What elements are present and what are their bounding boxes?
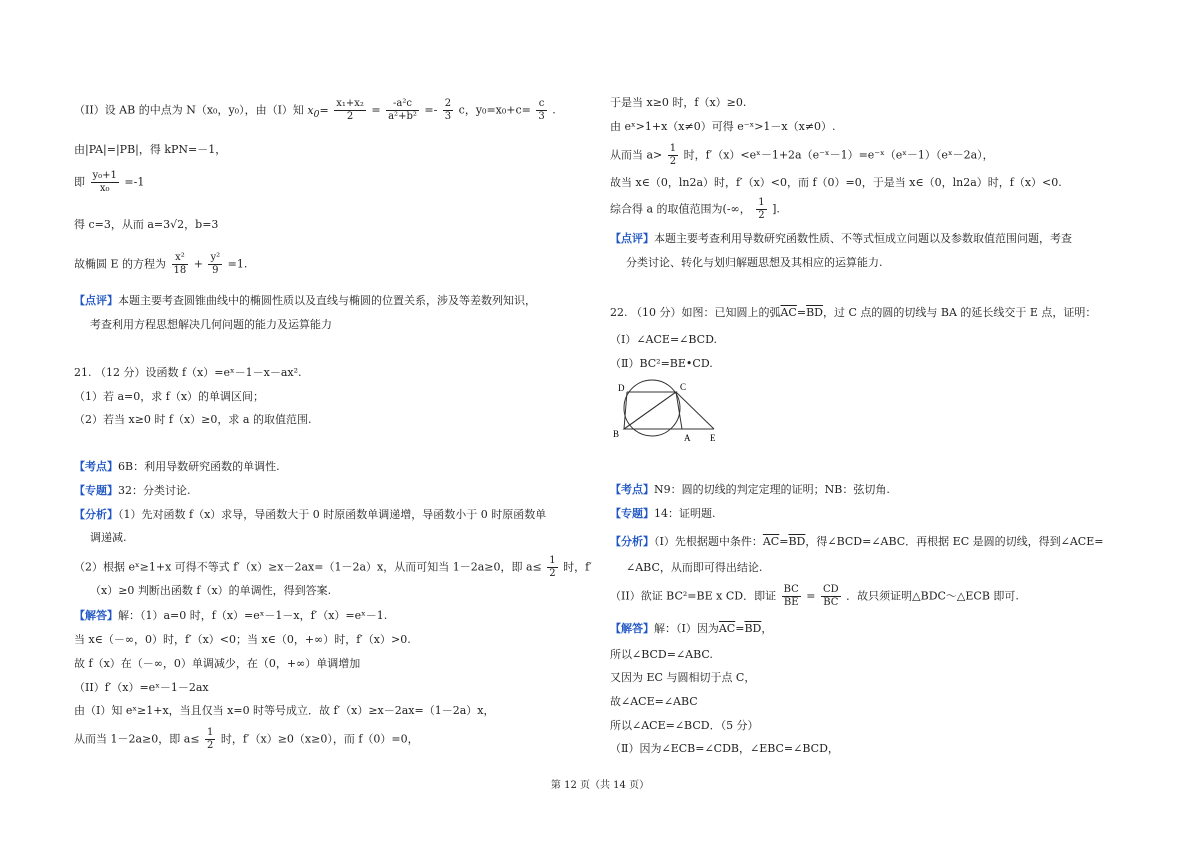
arc-bd: $\overline{BD}$ <box>806 306 823 319</box>
part2-setup-line <box>74 98 556 123</box>
fenxi-continuation: ∠ABC，从而即可得出结论. <box>626 561 763 574</box>
text: 故椭圆 E 的方程为 <box>74 257 167 271</box>
fenxi-continuation: 调递减. <box>90 531 127 544</box>
text: 时，f′（x）<eˣ－1+2a（e⁻ˣ－1）=e⁻ˣ（eˣ－1）（eˣ－2a）， <box>683 148 994 162</box>
text: ．故只须证明△BDC～△ECB 即可. <box>846 589 1019 603</box>
fraction <box>205 727 215 752</box>
frac-num: 1 <box>669 143 677 154</box>
problem-22-title <box>610 306 1096 320</box>
fraction <box>821 584 841 609</box>
label-b: B <box>613 429 620 439</box>
text: = <box>779 535 789 548</box>
text: ，过 C 点的圆的切线与 BA 的延长线交于 E 点，证明： <box>822 306 1097 319</box>
solution-line: 故当 x∈（0，ln2a）时，f′（x）<0，而 f（0）=0，于是当 x∈（0，ln2a）时，f（x）<0. <box>610 176 1062 189</box>
arc-bd: $\overline{BD}$ <box>788 535 806 548</box>
frac-den: x₀ <box>99 183 110 194</box>
fraction <box>756 197 766 222</box>
text: 解：（Ⅰ）因为 <box>654 622 719 635</box>
frac-num: 2 <box>444 98 452 109</box>
problem-22-part1: （Ⅰ）∠ACE=∠BCD. <box>610 333 718 346</box>
text: 即 <box>74 175 85 189</box>
slope-equation-line <box>74 170 144 195</box>
text: + <box>193 257 203 271</box>
circle-tangent-diagram <box>610 378 730 448</box>
ellipse-equation-line <box>74 252 247 277</box>
problem-21-part1: （1）若 a=0，求 f（x）的单调区间； <box>74 390 265 403</box>
arc-ac: $\overline{AC}$ <box>780 306 797 319</box>
frac-num: -a²c <box>386 98 419 111</box>
text: 综合得 a 的取值范围为(-∞， <box>610 202 751 216</box>
text: 时，f′（x）≥0（x≥0），而 f（0）=0， <box>220 732 419 746</box>
text: = <box>735 622 745 635</box>
text: =-1 <box>124 175 145 189</box>
solution-line: 故 f（x）在（－∞，0）单调减少，在（0，+∞）单调增加 <box>74 657 361 670</box>
frac-num: 1 <box>758 197 765 208</box>
text: c，y₀=x₀+c= <box>458 103 531 117</box>
frac-num: CD <box>822 584 839 595</box>
problem-21-part2: （2）若当 x≥0 时 f（x）≥0，求 a 的取值范围. <box>74 413 312 426</box>
text: 6B：利用导数研究函数的单调性. <box>118 460 280 473</box>
jieda-tag: 【解答】 <box>610 622 654 635</box>
solution-line <box>610 197 780 222</box>
kaodian-tag: 【考点】 <box>74 460 118 473</box>
fenxi-part2-continuation: （x）≥0 判断出函数 f（x）的单调性，得到答案. <box>90 584 332 597</box>
jieda-tag: 【解答】 <box>74 609 118 622</box>
frac-num: 1 <box>207 727 214 738</box>
text: （II）设 AB 的中点为 N（x₀，y₀），由（I）知 <box>74 103 304 117</box>
text: 22. （10 分）如图：已知圆上的弧 <box>610 306 781 319</box>
text: 解：（1）a=0 时，f（x）=eˣ－1－x，f′（x）=eˣ－1. <box>118 609 388 622</box>
label-d: D <box>618 383 625 393</box>
solution-line <box>74 727 419 752</box>
inner-lines <box>624 392 682 429</box>
fenxi-line <box>74 508 546 522</box>
frac-den: 2 <box>758 210 765 221</box>
text: =- <box>424 103 438 117</box>
text: 32：分类讨论. <box>118 484 191 497</box>
text: = <box>371 103 381 117</box>
frac-den: BC <box>823 597 839 608</box>
kaodian-line <box>74 460 280 474</box>
frac-den: 2 <box>207 740 214 751</box>
tangent-ce <box>676 392 714 429</box>
frac-den: 18 <box>173 265 187 276</box>
solution-line: （II）f′（x）=eˣ－1－2ax <box>74 681 209 694</box>
zhuanti-line <box>74 484 191 498</box>
text: （II）欲证 BC²=BE x CD．即证 <box>610 589 777 603</box>
fraction <box>172 252 189 277</box>
result-line: 得 c=3，从而 a=3√2，b=3 <box>74 218 219 231</box>
fenxi-tag: 【分析】 <box>74 508 118 521</box>
text: 从而当 a> <box>610 148 663 162</box>
text: ]. <box>772 202 780 216</box>
comment-line <box>74 294 536 308</box>
frac-num: y² <box>210 252 221 263</box>
frac-num: x₁+x₂ <box>336 98 364 109</box>
fenxi-part2-line <box>74 555 592 580</box>
solution-line: （Ⅱ）因为∠ECB=∠CDB，∠EBC=∠BCD， <box>610 742 839 755</box>
frac-num: BC <box>783 584 799 595</box>
problem-21-title: 21. （12 分）设函数 f（x）=eˣ－1－x－ax². <box>74 366 302 379</box>
frac-den: 9 <box>212 265 219 276</box>
fraction <box>782 584 801 609</box>
jieda-line <box>610 622 772 636</box>
fenxi-line <box>610 535 1103 549</box>
fraction <box>536 98 546 123</box>
frac-num: x² <box>172 252 189 265</box>
chord-bc <box>624 392 676 429</box>
fenxi-part2-line <box>610 584 1019 609</box>
text: 时，f′ <box>563 560 592 574</box>
solution-line: 又因为 EC 与圆相切于点 C， <box>610 671 756 684</box>
solution-line: 所以∠BCD=∠ABC. <box>610 648 713 661</box>
arc-ac: $\overline{AC}$ <box>718 622 736 635</box>
frac-num: 1 <box>549 555 556 566</box>
solution-line <box>610 143 994 168</box>
slope-line: 由|PA|=|PB|，得 kPN=－1， <box>74 143 227 156</box>
frac-den: 2 <box>346 111 354 122</box>
page-footer: 第 12 页（共 14 页） <box>550 780 650 791</box>
frac-num: c <box>536 98 546 111</box>
comment-tag: 【点评】 <box>610 232 654 245</box>
text: N9：圆的切线的判定定理的证明；NB：弦切角. <box>654 483 890 496</box>
zhuanti-tag: 【专题】 <box>74 484 118 497</box>
solution-line: 当 x∈（－∞，0）时，f′（x）<0；当 x∈（0，+∞）时，f′（x）>0. <box>74 633 411 646</box>
label-e: E <box>710 433 716 443</box>
text: ， <box>761 622 773 635</box>
comment-continuation: 考查利用方程思想解决几何问题的能力及运算能力 <box>90 318 332 331</box>
fraction <box>334 98 366 123</box>
frac-num: y₀+1 <box>92 170 117 181</box>
text: ，得∠BCD=∠ABC．再根据 EC 是圆的切线，得到∠ACE= <box>805 535 1104 548</box>
text: （2）根据 eˣ≥1+x 可得不等式 f′（x）≥x－2ax=（1－2a）x，从而可知当 1－2a≥0，即 a≤ <box>74 560 542 574</box>
text: （I）先根据题中条件： <box>654 535 763 548</box>
text: . <box>552 103 556 117</box>
frac-den: a²+b² <box>388 111 417 122</box>
solution-line: 由 eˣ>1+x（x≠0）可得 e⁻ˣ>1－x（x≠0）. <box>610 120 836 133</box>
text: = <box>806 589 816 603</box>
fenxi-tag: 【分析】 <box>610 535 654 548</box>
x0-label: $x_0=$ <box>307 103 329 120</box>
solution-line: 故∠ACE=∠ABC <box>610 695 698 708</box>
comment-continuation: 分类讨论、转化与划归解题思想及其相应的运算能力. <box>626 256 883 269</box>
arc-ac: $\overline{AC}$ <box>762 535 780 548</box>
arc-bd: $\overline{BD}$ <box>744 622 762 635</box>
geometry-figure <box>610 378 730 452</box>
comment-line <box>610 232 1072 246</box>
fraction <box>443 98 453 123</box>
comment-tag: 【点评】 <box>74 294 118 307</box>
fraction <box>91 170 119 195</box>
frac-den: BE <box>783 597 799 608</box>
fraction <box>547 555 557 580</box>
text: （1）先对函数 f（x）求导，导函数大于 0 时原函数单调递增，导函数小于 0 时原函数单 <box>118 508 547 521</box>
frac-den: 2 <box>669 156 677 167</box>
problem-22-part2: （Ⅱ）BC²=BE•CD. <box>610 357 713 370</box>
frac-den: 2 <box>549 568 556 579</box>
kaodian-tag: 【考点】 <box>610 483 654 496</box>
fraction <box>386 98 419 123</box>
fraction <box>208 252 222 277</box>
fraction <box>668 143 678 168</box>
solution-line: 所以∠ACE=∠BCD．（5 分） <box>610 719 759 732</box>
text: = <box>796 306 807 319</box>
solution-line: 于是当 x≥0 时，f（x）≥0. <box>610 96 747 109</box>
circle <box>624 380 680 436</box>
solution-line: 由（I）知 eˣ≥1+x，当且仅当 x=0 时等号成立．故 f′（x）≥x－2ax=（1－2a）x， <box>74 704 495 717</box>
text: 从而当 1－2a≥0，即 a≤ <box>74 732 200 746</box>
text: 14：证明题. <box>654 507 716 520</box>
frac-den: 3 <box>444 111 452 122</box>
frac-den: 3 <box>538 111 545 122</box>
text: =1. <box>227 257 248 271</box>
label-a: A <box>684 433 691 443</box>
zhuanti-tag: 【专题】 <box>610 507 654 520</box>
jieda-line <box>74 609 387 623</box>
zhuanti-line <box>610 507 716 521</box>
kaodian-line <box>610 483 890 497</box>
text: 本题主要考查利用导数研究函数性质、不等式恒成立问题以及参数取值范围问题，考查 <box>654 232 1072 245</box>
text: 本题主要考查圆锥曲线中的椭圆性质以及直线与椭圆的位置关系，涉及等差数列知识， <box>118 294 536 307</box>
label-c: C <box>680 382 687 392</box>
